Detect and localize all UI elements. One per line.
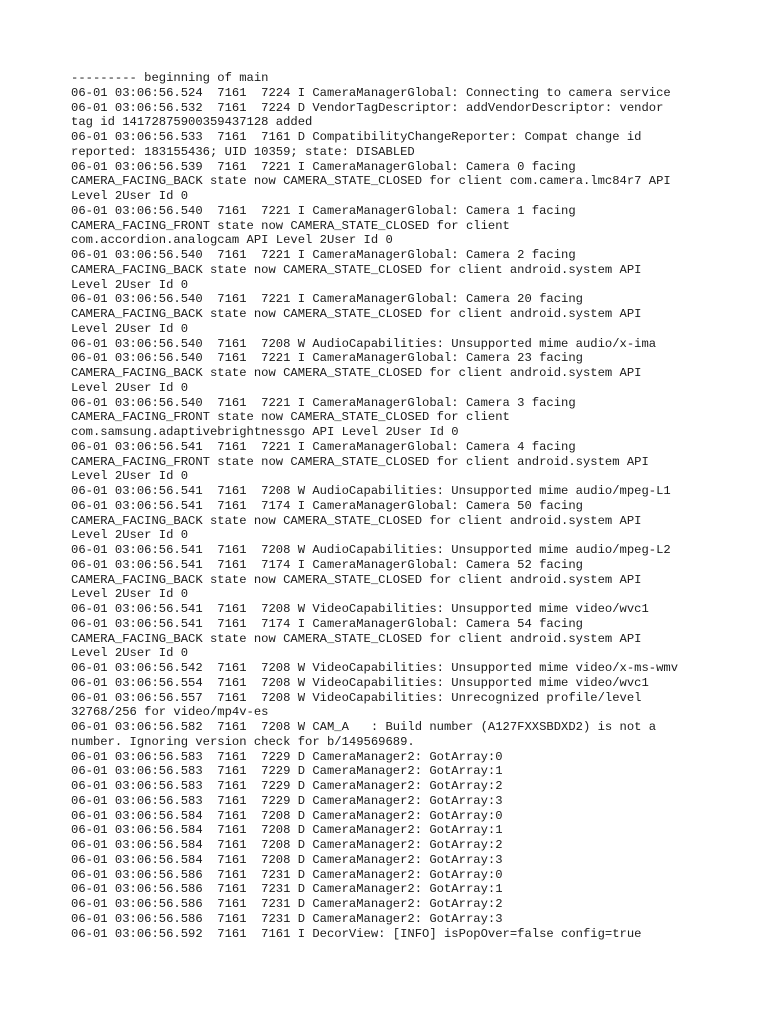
log-line: 06-01 03:06:56.541 7161 7174 I CameraManagerGlobal: Camera 50 facing — [71, 498, 583, 513]
log-line: 06-01 03:06:56.540 7161 7221 I CameraManagerGlobal: Camera 23 facing — [71, 351, 583, 366]
log-line: Level 2User Id 0 — [71, 380, 189, 395]
log-line: 06-01 03:06:56.584 7161 7208 D CameraManager2: GotArray:2 — [71, 838, 503, 852]
log-line: CAMERA_FACING_BACK state now CAMERA_STATE_CLOSED for client android.system API — [71, 262, 642, 277]
log-line: Level 2User Id 0 — [71, 646, 189, 661]
log-line: 06-01 03:06:56.586 7161 7231 D CameraManager2: GotArray:3 — [71, 911, 503, 926]
log-line: Level 2User Id 0 — [71, 277, 189, 292]
log-line: 06-01 03:06:56.541 7161 7174 I CameraManagerGlobal: Camera 54 facing — [71, 616, 583, 631]
log-line: 06-01 03:06:56.582 7161 7208 W CAM_A : Build number (A127FXXSBDXD2) is not a — [71, 720, 657, 734]
log-line: 06-01 03:06:56.540 7161 7221 I CameraManagerGlobal: Camera 3 facing — [71, 395, 576, 410]
log-line: 06-01 03:06:56.592 7161 7161 I DecorView: [INFO] isPopOver=false config=true — [71, 926, 642, 941]
log-line: Level 2User Id 0 — [71, 528, 189, 543]
log-line: tag id 14172875900359437128 added — [71, 115, 313, 130]
log-line: Level 2User Id 0 — [71, 469, 189, 484]
log-line: 32768/256 for video/mp4v-es — [71, 705, 269, 720]
log-line: CAMERA_FACING_BACK state now CAMERA_STATE_CLOSED for client com.camera.lmc84r7 API — [71, 174, 671, 189]
log-line: 06-01 03:06:56.584 7161 7208 D CameraManager2: GotArray:0 — [71, 808, 503, 823]
log-line: Level 2User Id 0 — [71, 587, 189, 602]
log-line: Level 2User Id 0 — [71, 189, 189, 203]
log-line: 06-01 03:06:56.541 7161 7221 I CameraManagerGlobal: Camera 4 facing — [71, 439, 576, 454]
log-line: 06-01 03:06:56.540 7161 7221 I CameraManagerGlobal: Camera 2 facing — [71, 248, 576, 262]
log-line: 06-01 03:06:56.586 7161 7231 D CameraManager2: GotArray:0 — [71, 867, 503, 882]
log-line: 06-01 03:06:56.557 7161 7208 W VideoCapabilities: Unrecognized profile/level — [71, 690, 642, 705]
log-line: CAMERA_FACING_BACK state now CAMERA_STATE_CLOSED for client android.system API — [71, 513, 642, 528]
log-text-block — [71, 71, 731, 941]
log-line: 06-01 03:06:56.584 7161 7208 D CameraManager2: GotArray:1 — [71, 823, 503, 838]
log-line: number. Ignoring version check for b/149569689. — [71, 734, 415, 749]
log-line: 06-01 03:06:56.583 7161 7229 D CameraManager2: GotArray:0 — [71, 749, 503, 764]
log-line: 06-01 03:06:56.583 7161 7229 D CameraManager2: GotArray:2 — [71, 779, 503, 793]
log-line: CAMERA_FACING_FRONT state now CAMERA_STATE_CLOSED for client — [71, 218, 510, 233]
log-line: com.samsung.adaptivebrightnessgo API Level 2User Id 0 — [71, 425, 459, 439]
log-line: 06-01 03:06:56.542 7161 7208 W VideoCapabilities: Unsupported mime video/x-ms-wmv — [71, 661, 679, 675]
log-line: 06-01 03:06:56.541 7161 7208 W AudioCapabilities: Unsupported mime audio/mpeg-L1 — [71, 484, 671, 498]
log-line: CAMERA_FACING_BACK state now CAMERA_STATE_CLOSED for client android.system API — [71, 572, 642, 587]
log-line: 06-01 03:06:56.532 7161 7224 D VendorTagDescriptor: addVendorDescriptor: vendor — [71, 100, 664, 115]
log-line: CAMERA_FACING_FRONT state now CAMERA_STATE_CLOSED for client android.system API — [71, 454, 649, 469]
log-line: 06-01 03:06:56.541 7161 7208 W AudioCapabilities: Unsupported mime audio/mpeg-L2 — [71, 543, 671, 557]
log-line: CAMERA_FACING_BACK state now CAMERA_STATE_CLOSED for client android.system API — [71, 631, 642, 646]
log-line: 06-01 03:06:56.540 7161 7221 I CameraManagerGlobal: Camera 1 facing — [71, 203, 576, 218]
log-line: com.accordion.analogcam API Level 2User Id 0 — [71, 233, 393, 248]
log-line: 06-01 03:06:56.540 7161 7208 W AudioCapabilities: Unsupported mime audio/x-ima — [71, 336, 657, 351]
log-line: reported: 183155436; UID 10359; state: DISABLED — [71, 144, 415, 159]
log-line: CAMERA_FACING_FRONT state now CAMERA_STATE_CLOSED for client — [71, 410, 510, 425]
log-line: 06-01 03:06:56.586 7161 7231 D CameraManager2: GotArray:1 — [71, 882, 503, 897]
log-line: 06-01 03:06:56.541 7161 7174 I CameraManagerGlobal: Camera 52 facing — [71, 557, 583, 572]
log-line: --------- beginning of main — [71, 71, 269, 85]
log-line: 06-01 03:06:56.554 7161 7208 W VideoCapabilities: Unsupported mime video/wvc1 — [71, 675, 649, 690]
log-line: Level 2User Id 0 — [71, 321, 189, 336]
log-line: 06-01 03:06:56.541 7161 7208 W VideoCapabilities: Unsupported mime video/wvc1 — [71, 602, 649, 616]
log-line: CAMERA_FACING_BACK state now CAMERA_STATE_CLOSED for client android.system API — [71, 307, 642, 321]
log-line: CAMERA_FACING_BACK state now CAMERA_STATE_CLOSED for client android.system API — [71, 366, 642, 380]
log-line: 06-01 03:06:56.584 7161 7208 D CameraManager2: GotArray:3 — [71, 852, 503, 867]
log-line: 06-01 03:06:56.540 7161 7221 I CameraManagerGlobal: Camera 20 facing — [71, 292, 583, 307]
log-line: 06-01 03:06:56.524 7161 7224 I CameraManagerGlobal: Connecting to camera service — [71, 85, 671, 100]
log-line: 06-01 03:06:56.539 7161 7221 I CameraManagerGlobal: Camera 0 facing — [71, 159, 576, 174]
log-line: 06-01 03:06:56.583 7161 7229 D CameraManager2: GotArray:1 — [71, 764, 503, 779]
log-line: 06-01 03:06:56.586 7161 7231 D CameraManager2: GotArray:2 — [71, 897, 503, 911]
log-line: 06-01 03:06:56.583 7161 7229 D CameraManager2: GotArray:3 — [71, 793, 503, 808]
log-line: 06-01 03:06:56.533 7161 7161 D CompatibilityChangeReporter: Compat change id — [71, 130, 642, 144]
